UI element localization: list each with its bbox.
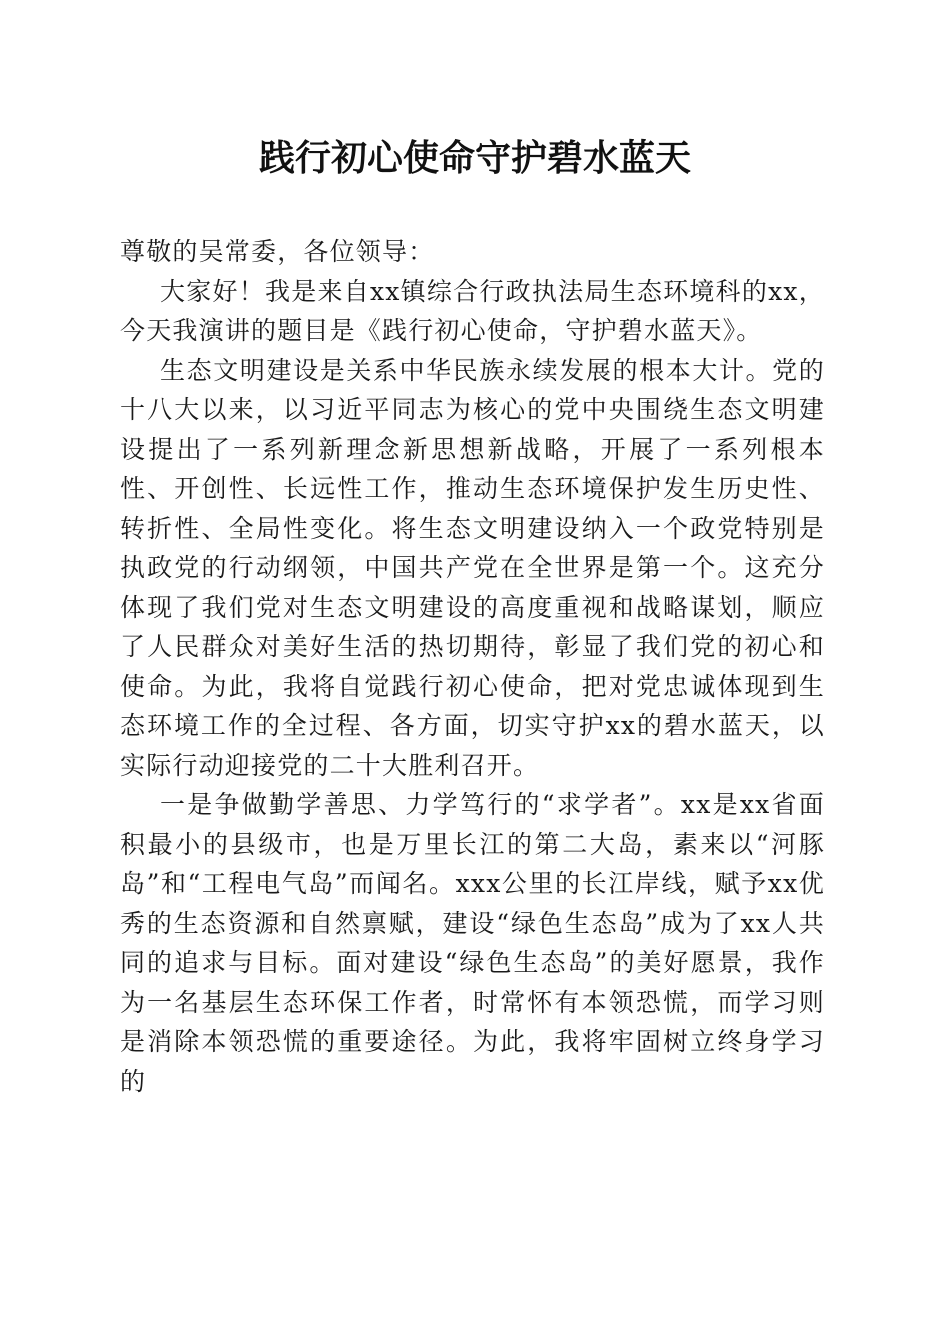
document-body <box>120 232 825 1101</box>
paragraph-ecological-civilization: 生态文明建设是关系中华民族永续发展的根本大计。党的十八大以来，以习近平同志为核心的党中央围绕生态文明建设提出了一系列新理念新思想新战略，开展了一系列根本性、开创性、长远性工作，推动生态环境保护发生历史性、转折性、全局性变化。将生态文明建设纳入一个政党特别是执政党的行动纲领，中国共产党在全世界是第一个。这充分体现了我们党对生态文明建设的高度重视和战略谋划，顺应了人民群众对美好生活的热切期待，彰显了我们党的初心和使命。为此，我将自觉践行初心使命，把对党忠诚体现到生态环境工作的全过程、各方面，切实守护xx的碧水蓝天，以实际行动迎接党的二十大胜利召开。 <box>120 355 825 780</box>
salutation: 尊敬的吴常委，各位领导： <box>120 237 435 266</box>
document-title: 践行初心使命守护碧水蓝天 <box>258 137 691 179</box>
paragraph-point-one: 一是争做勤学善思、力学笃行的“求学者”。xx是xx省面积最小的县级市，也是万里长江的第二大岛，素来以“河豚岛”和“工程电气岛”而闻名。xxx公里的长江岸线，赋予xx优秀的生态资源和自然禀赋，建设“绿色生态岛”成为了xx人共同的追求与目标。面对建设“绿色生态岛”的美好愿景，我作为一名基层生态环保工作者，时常怀有本领恐慌，而学习则是消除本领恐慌的重要途径。为此，我将牢固树立终身学习的 <box>120 790 825 1096</box>
paragraph-greeting: 大家好！我是来自xx镇综合行政执法局生态环境科的xx，今天我演讲的题目是《践行初心使命，守护碧水蓝天》。 <box>120 276 825 345</box>
